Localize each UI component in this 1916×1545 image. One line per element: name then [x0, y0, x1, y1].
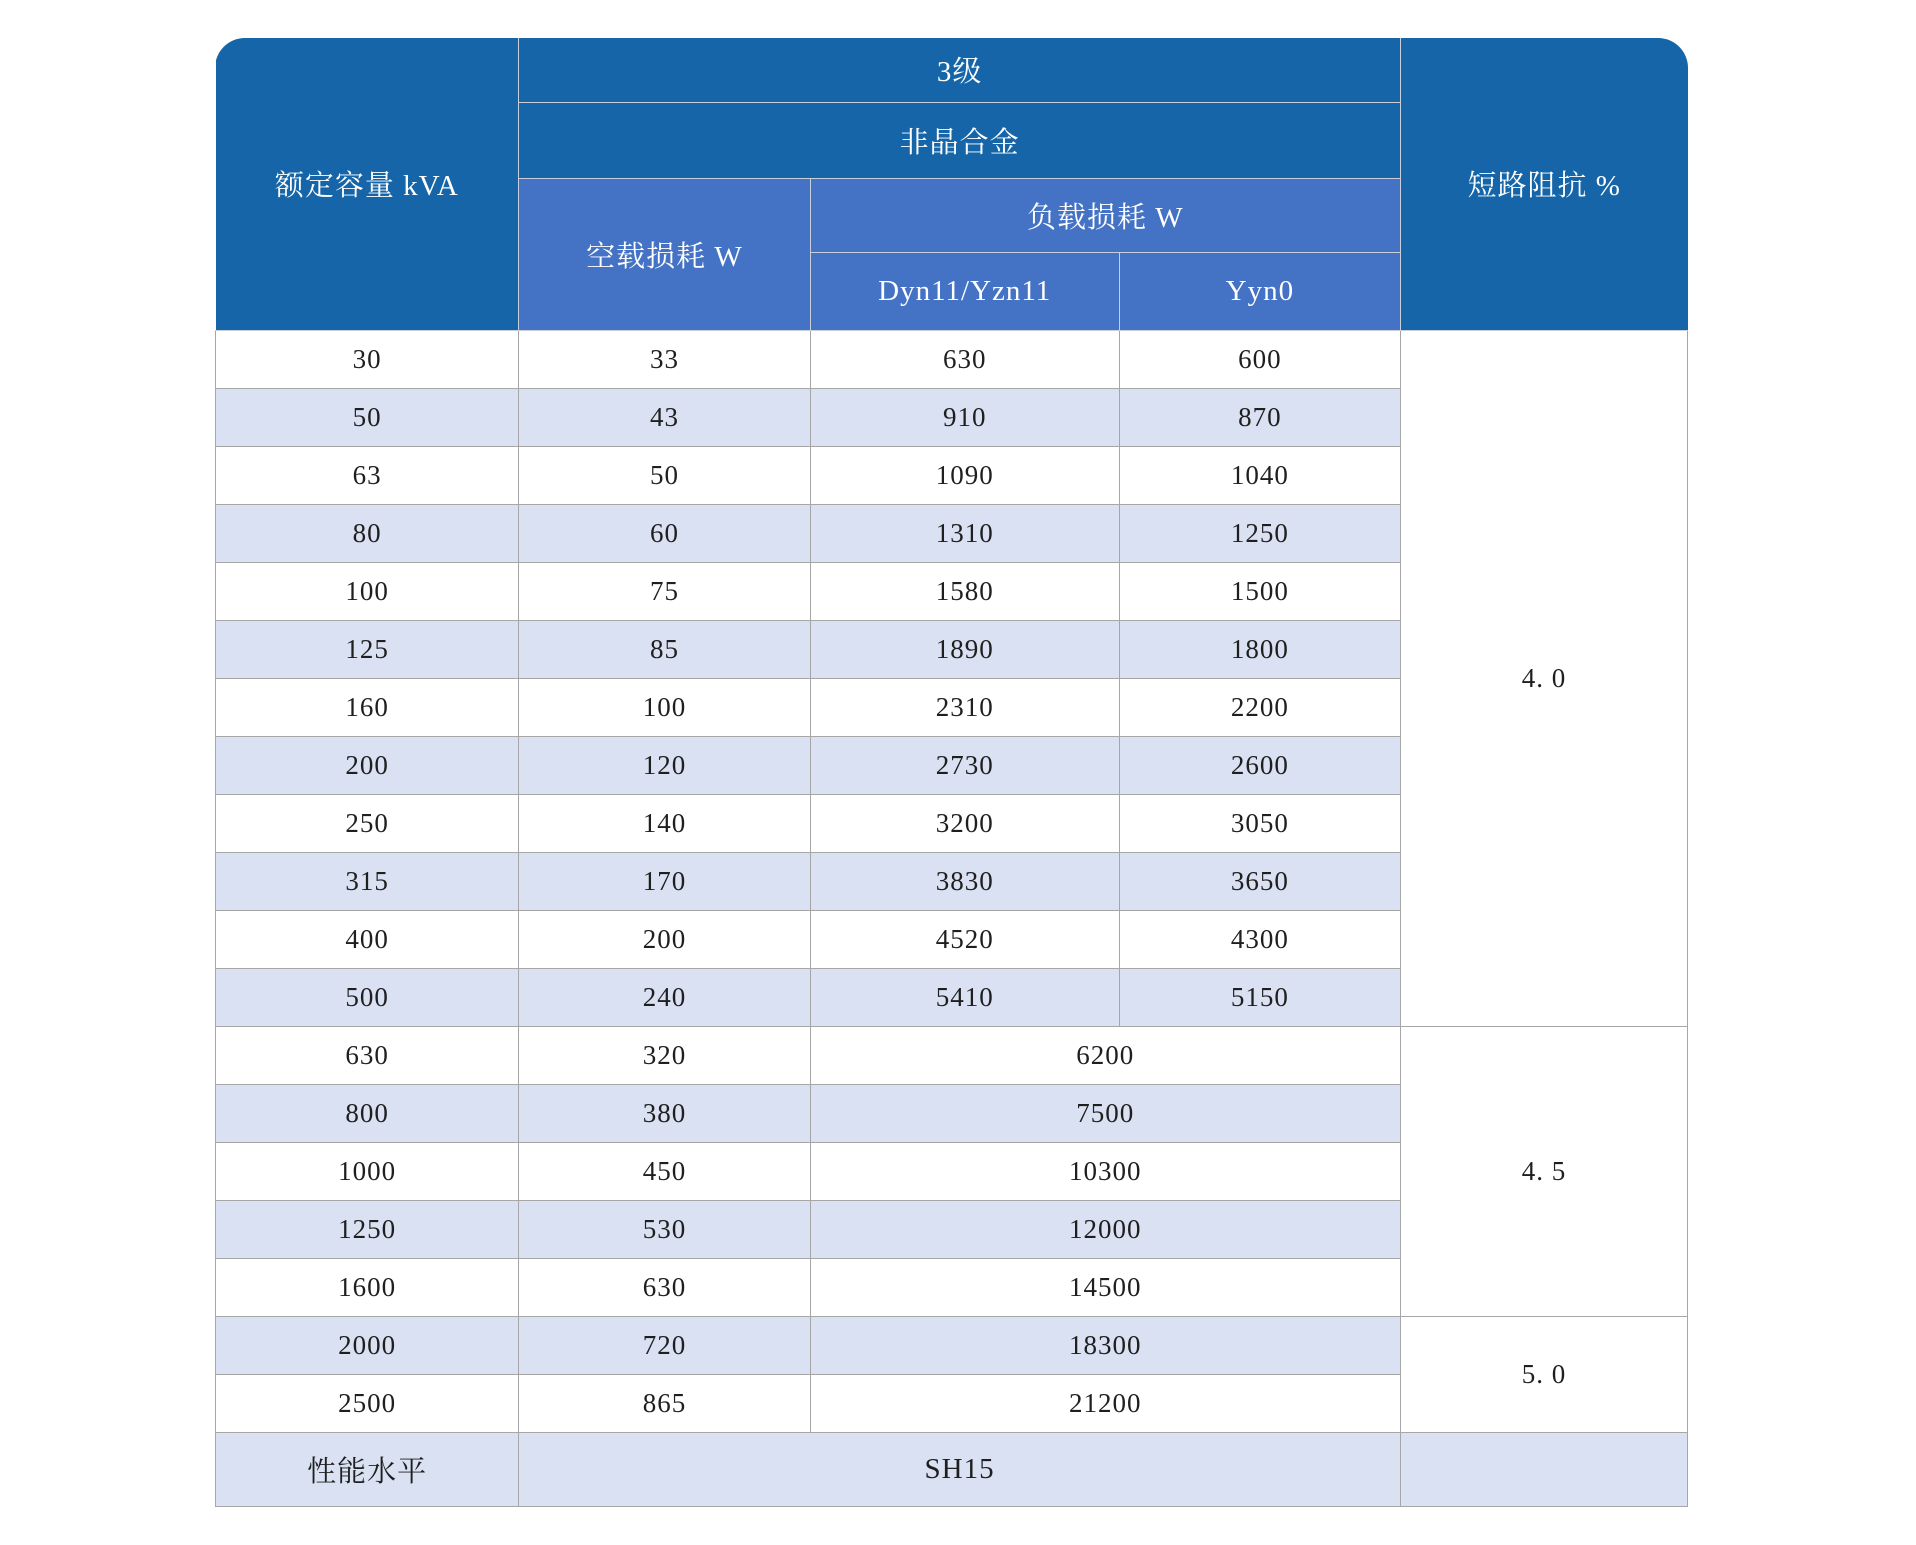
- load-loss-dyn-cell: 630: [810, 330, 1119, 388]
- no-load-loss-cell: 43: [519, 388, 810, 446]
- load-loss-yyn-cell: 2600: [1119, 736, 1400, 794]
- data-row: [216, 330, 1688, 388]
- load-loss-merged-cell: 14500: [810, 1258, 1400, 1316]
- load-loss-yyn-cell: 4300: [1119, 910, 1400, 968]
- no-load-loss-cell: 530: [519, 1200, 810, 1258]
- no-load-loss-cell: 450: [519, 1142, 810, 1200]
- load-loss-yyn-cell: 1040: [1119, 446, 1400, 504]
- footer-row: [216, 1432, 1688, 1506]
- no-load-loss-cell: 75: [519, 562, 810, 620]
- capacity-cell: 1250: [216, 1200, 519, 1258]
- load-loss-dyn-cell: 1090: [810, 446, 1119, 504]
- capacity-cell: 125: [216, 620, 519, 678]
- no-load-loss-header: 空载损耗 W: [519, 178, 810, 330]
- table-header: [216, 38, 1688, 330]
- load-loss-dyn-cell: 2310: [810, 678, 1119, 736]
- capacity-cell: 1000: [216, 1142, 519, 1200]
- load-loss-merged-cell: 21200: [810, 1374, 1400, 1432]
- load-loss-dyn-cell: 1310: [810, 504, 1119, 562]
- capacity-cell: 2500: [216, 1374, 519, 1432]
- load-loss-dyn-cell: 1890: [810, 620, 1119, 678]
- impedance-value-cell: 4. 0: [1400, 330, 1687, 1026]
- footer-label-cell: 性能水平: [216, 1432, 519, 1506]
- load-loss-header: 负载损耗 W: [810, 178, 1400, 252]
- capacity-cell: 630: [216, 1026, 519, 1084]
- no-load-loss-cell: 170: [519, 852, 810, 910]
- capacity-cell: 1600: [216, 1258, 519, 1316]
- no-load-loss-cell: 380: [519, 1084, 810, 1142]
- footer-empty-cell: [1400, 1432, 1687, 1506]
- footer-value-cell: SH15: [519, 1432, 1401, 1506]
- load-loss-merged-cell: 10300: [810, 1142, 1400, 1200]
- load-loss-dyn-cell: 5410: [810, 968, 1119, 1026]
- load-loss-yyn-cell: 600: [1119, 330, 1400, 388]
- load-loss-yyn-cell: 870: [1119, 388, 1400, 446]
- spec-table-container: [215, 38, 1688, 1507]
- load-loss-dyn-cell: 910: [810, 388, 1119, 446]
- load-loss-yyn-cell: 2200: [1119, 678, 1400, 736]
- capacity-cell: 250: [216, 794, 519, 852]
- no-load-loss-cell: 320: [519, 1026, 810, 1084]
- load-loss-merged-cell: 7500: [810, 1084, 1400, 1142]
- load-loss-yyn-cell: 5150: [1119, 968, 1400, 1026]
- load-loss-merged-cell: 18300: [810, 1316, 1400, 1374]
- load-loss-yyn-cell: 1800: [1119, 620, 1400, 678]
- yyn-header: Yyn0: [1119, 252, 1400, 330]
- no-load-loss-cell: 630: [519, 1258, 810, 1316]
- dyn-header: Dyn11/Yzn11: [810, 252, 1119, 330]
- capacity-header: 额定容量 kVA: [216, 38, 519, 330]
- table-body: [216, 330, 1688, 1506]
- impedance-value-cell: 4. 5: [1400, 1026, 1687, 1316]
- impedance-header: 短路阻抗 %: [1400, 38, 1687, 330]
- no-load-loss-cell: 100: [519, 678, 810, 736]
- no-load-loss-cell: 240: [519, 968, 810, 1026]
- no-load-loss-cell: 120: [519, 736, 810, 794]
- capacity-cell: 400: [216, 910, 519, 968]
- level-header: 3级: [519, 38, 1401, 102]
- header-row-level: [216, 38, 1688, 102]
- load-loss-dyn-cell: 1580: [810, 562, 1119, 620]
- load-loss-yyn-cell: 1500: [1119, 562, 1400, 620]
- capacity-cell: 315: [216, 852, 519, 910]
- capacity-cell: 63: [216, 446, 519, 504]
- load-loss-yyn-cell: 3650: [1119, 852, 1400, 910]
- load-loss-dyn-cell: 3200: [810, 794, 1119, 852]
- no-load-loss-cell: 50: [519, 446, 810, 504]
- capacity-cell: 100: [216, 562, 519, 620]
- data-row: [216, 1316, 1688, 1374]
- load-loss-dyn-cell: 3830: [810, 852, 1119, 910]
- capacity-cell: 2000: [216, 1316, 519, 1374]
- no-load-loss-cell: 60: [519, 504, 810, 562]
- data-row: [216, 1026, 1688, 1084]
- transformer-loss-table: [215, 38, 1688, 1507]
- impedance-value-cell: 5. 0: [1400, 1316, 1687, 1432]
- no-load-loss-cell: 200: [519, 910, 810, 968]
- capacity-cell: 80: [216, 504, 519, 562]
- load-loss-merged-cell: 12000: [810, 1200, 1400, 1258]
- load-loss-dyn-cell: 2730: [810, 736, 1119, 794]
- load-loss-yyn-cell: 3050: [1119, 794, 1400, 852]
- no-load-loss-cell: 85: [519, 620, 810, 678]
- no-load-loss-cell: 140: [519, 794, 810, 852]
- material-header: 非晶合金: [519, 102, 1401, 178]
- capacity-cell: 200: [216, 736, 519, 794]
- capacity-cell: 500: [216, 968, 519, 1026]
- capacity-cell: 30: [216, 330, 519, 388]
- load-loss-merged-cell: 6200: [810, 1026, 1400, 1084]
- capacity-cell: 160: [216, 678, 519, 736]
- no-load-loss-cell: 33: [519, 330, 810, 388]
- load-loss-yyn-cell: 1250: [1119, 504, 1400, 562]
- capacity-cell: 800: [216, 1084, 519, 1142]
- capacity-cell: 50: [216, 388, 519, 446]
- no-load-loss-cell: 720: [519, 1316, 810, 1374]
- load-loss-dyn-cell: 4520: [810, 910, 1119, 968]
- no-load-loss-cell: 865: [519, 1374, 810, 1432]
